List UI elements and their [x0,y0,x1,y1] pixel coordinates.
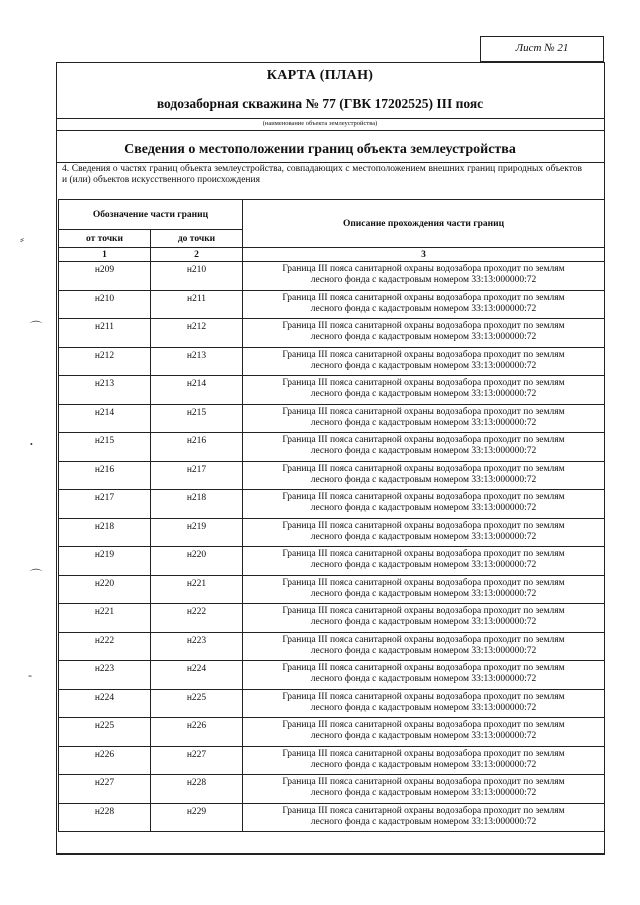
from-point: н217 [59,490,151,519]
boundary-description [243,632,605,661]
boundary-description [243,518,605,547]
description-line: лесного фонда с кадастровым номером 33:13:000000:72 [310,816,537,827]
description-line: лесного фонда с кадастровым номером 33:13:000000:72 [310,503,537,514]
from-point: н216 [59,461,151,490]
description-line: лесного фонда с кадастровым номером 33:13:000000:72 [310,788,537,799]
boundary-description [243,319,605,348]
description-line: Граница III пояса санитарной охраны водозабора проходит по землям [282,406,565,417]
description-line: лесного фонда с кадастровым номером 33:13:000000:72 [310,588,537,599]
description-line: лесного фонда с кадастровым номером 33:13:000000:72 [310,645,537,656]
to-point: н212 [151,319,243,348]
to-point: н223 [151,632,243,661]
col-number: 1 [59,248,151,262]
description-line: лесного фонда с кадастровым номером 33:13:000000:72 [310,617,537,628]
table-row [59,575,605,604]
table-row [59,433,605,462]
description-line: Граница III пояса санитарной охраны водозабора проходит по землям [282,492,565,503]
margin-mark: ‐ [28,668,32,682]
from-point: н225 [59,718,151,747]
to-point: н221 [151,575,243,604]
table-row [59,262,605,291]
boundary-description [243,803,605,832]
description-line: Граница III пояса санитарной охраны водозабора проходит по землям [282,606,565,617]
page-title: КАРТА (ПЛАН) [266,68,374,83]
description-line: Граница III пояса санитарной охраны водозабора проходит по землям [282,720,565,731]
to-point: н216 [151,433,243,462]
to-point: н210 [151,262,243,291]
to-point: н222 [151,604,243,633]
divider [57,118,604,119]
to-point: н227 [151,746,243,775]
margin-mark: • [30,440,33,449]
boundary-description [243,433,605,462]
from-point: н220 [59,575,151,604]
table-row [59,632,605,661]
table-row [59,775,605,804]
description-line: Граница III пояса санитарной охраны водозабора проходит по землям [282,634,565,645]
from-point: н223 [59,661,151,690]
from-point: н212 [59,347,151,376]
boundary-description [243,547,605,576]
margin-mark: ⌒ [30,320,43,334]
table-row [59,604,605,633]
boundary-description [243,661,605,690]
description-line: лесного фонда с кадастровым номером 33:13:000000:72 [310,674,537,685]
from-point: н224 [59,689,151,718]
description-line: Граница III пояса санитарной охраны водозабора проходит по землям [282,663,565,674]
frame-bottom-line [56,854,605,855]
boundary-description [243,604,605,633]
table-row [59,347,605,376]
boundary-table [58,199,605,832]
description-line: лесного фонда с кадастровым номером 33:13:000000:72 [310,303,537,314]
object-name: водозаборная скважина № 77 (ГВК 17202525) III пояс [156,96,484,111]
description-line: Граница III пояса санитарной охраны водозабора проходит по землям [282,321,565,332]
table-row [59,461,605,490]
description-line: лесного фонда с кадастровым номером 33:13:000000:72 [310,275,537,286]
col-desc-header: Описание прохождения части границ [243,200,605,248]
table-row [59,803,605,832]
object-caption: (наименование объекта землеустройства) [262,120,378,127]
from-point: н213 [59,376,151,405]
table-row [59,661,605,690]
description-line: лесного фонда с кадастровым номером 33:13:000000:72 [310,560,537,571]
description-line: лесного фонда с кадастровым номером 33:13:000000:72 [310,360,537,371]
boundary-description [243,347,605,376]
from-point: н209 [59,262,151,291]
description-line: Граница III пояса санитарной охраны водозабора проходит по землям [282,691,565,702]
col-from-header: от точки [59,230,151,248]
to-point: н229 [151,803,243,832]
boundary-description [243,689,605,718]
to-point: н218 [151,490,243,519]
margin-mark: ⸗ [20,232,24,246]
description-line: Граница III пояса санитарной охраны водозабора проходит по землям [282,463,565,474]
description-line: Граница III пояса санитарной охраны водозабора проходит по землям [282,264,565,275]
table-row [59,376,605,405]
to-point: н219 [151,518,243,547]
boundary-description [243,376,605,405]
from-point: н214 [59,404,151,433]
boundary-description [243,290,605,319]
from-point: н210 [59,290,151,319]
table-row [59,490,605,519]
description-line: Граница III пояса санитарной охраны водозабора проходит по землям [282,520,565,531]
col-number: 2 [151,248,243,262]
boundary-description [243,461,605,490]
from-point: н227 [59,775,151,804]
from-point: н219 [59,547,151,576]
divider [57,162,604,163]
table-row [59,689,605,718]
from-point: н211 [59,319,151,348]
to-point: н226 [151,718,243,747]
boundary-description [243,746,605,775]
col-number: 3 [243,248,605,262]
margin-mark: ⌒ [30,568,43,582]
sheet-number: Лист № 21 [515,42,569,54]
to-point: н220 [151,547,243,576]
from-point: н215 [59,433,151,462]
description-line: лесного фонда с кадастровым номером 33:13:000000:72 [310,474,537,485]
description-line: Граница III пояса санитарной охраны водозабора проходит по землям [282,748,565,759]
from-point: н226 [59,746,151,775]
description-line: лесного фонда с кадастровым номером 33:13:000000:72 [310,702,537,713]
boundary-description [243,490,605,519]
table-row [59,518,605,547]
divider [57,130,604,131]
to-point: н228 [151,775,243,804]
description-line: Граница III пояса санитарной охраны водозабора проходит по землям [282,378,565,389]
description-line: лесного фонда с кадастровым номером 33:13:000000:72 [310,417,537,428]
description-line: Граница III пояса санитарной охраны водозабора проходит по землям [282,805,565,816]
table-row [59,290,605,319]
col-group-header: Обозначение части границ [59,200,243,230]
to-point: н224 [151,661,243,690]
to-point: н225 [151,689,243,718]
description-line: лесного фонда с кадастровым номером 33:13:000000:72 [310,446,537,457]
intro-text: 4. Сведения о частях границ объекта землеустройства, совпадающих с местоположением внешних границ природных объектов и (или) объектов искусственного происхождения [62,164,582,185]
description-line: Граница III пояса санитарной охраны водозабора проходит по землям [282,577,565,588]
description-line: Граница III пояса санитарной охраны водозабора проходит по землям [282,777,565,788]
from-point: н221 [59,604,151,633]
description-line: Граница III пояса санитарной охраны водозабора проходит по землям [282,435,565,446]
table-row [59,319,605,348]
boundary-description [243,775,605,804]
boundary-description [243,404,605,433]
section-title: Сведения о местоположении границ объекта землеустройства [124,142,516,157]
table-row [59,718,605,747]
to-point: н217 [151,461,243,490]
description-line: лесного фонда с кадастровым номером 33:13:000000:72 [310,731,537,742]
to-point: н213 [151,347,243,376]
from-point: н218 [59,518,151,547]
to-point: н215 [151,404,243,433]
description-line: Граница III пояса санитарной охраны водозабора проходит по землям [282,292,565,303]
table-row [59,746,605,775]
description-line: Граница III пояса санитарной охраны водозабора проходит по землям [282,349,565,360]
boundary-description [243,575,605,604]
col-to-header: до точки [151,230,243,248]
to-point: н211 [151,290,243,319]
boundary-description [243,262,605,291]
to-point: н214 [151,376,243,405]
description-line: Граница III пояса санитарной охраны водозабора проходит по землям [282,549,565,560]
sheet-number-box [480,36,604,62]
description-line: лесного фонда с кадастровым номером 33:13:000000:72 [310,759,537,770]
from-point: н228 [59,803,151,832]
description-line: лесного фонда с кадастровым номером 33:13:000000:72 [310,389,537,400]
description-line: лесного фонда с кадастровым номером 33:13:000000:72 [310,332,537,343]
from-point: н222 [59,632,151,661]
table-row [59,404,605,433]
table-row [59,547,605,576]
description-line: лесного фонда с кадастровым номером 33:13:000000:72 [310,531,537,542]
boundary-description [243,718,605,747]
